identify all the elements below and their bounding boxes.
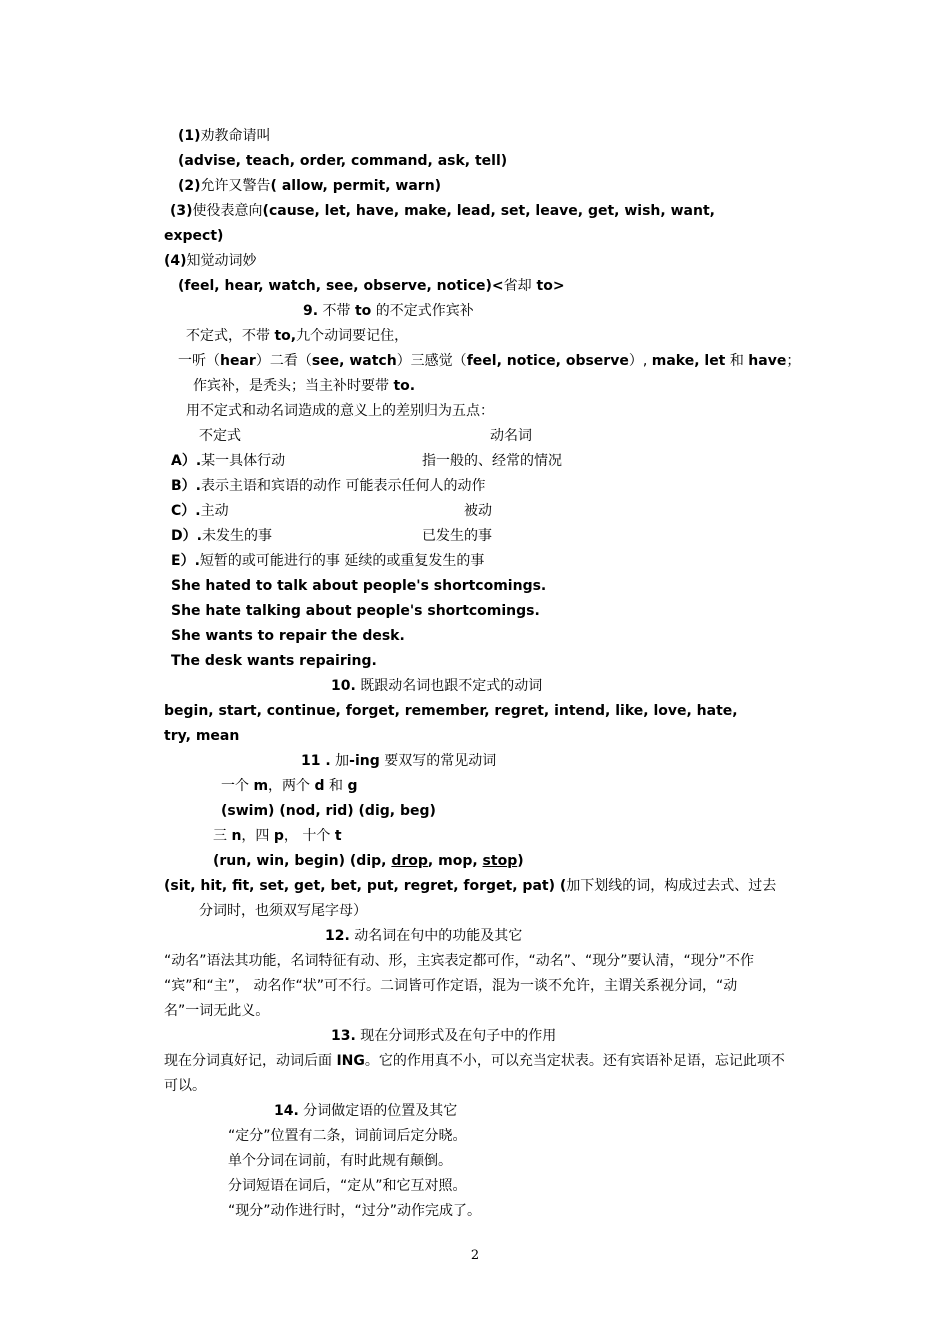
rule-line-5: expect) — [164, 228, 224, 244]
rule-line-2: (advise, teach, order, command, ask, tell) — [178, 153, 508, 169]
comparison-row-a-right: 指一般的、经常的情况 — [422, 453, 562, 469]
section-9-line-2: 一听（hear）二看（see, watch）三感觉（feel, notice, observe）, make, let 和 have； — [178, 353, 801, 369]
comparison-row-e: E）.短暂的或可能进行的事 延续的或重复发生的事 — [171, 553, 485, 569]
comparison-row-a: A）.某一具体行动 — [171, 453, 286, 469]
section-14-line-3: 分词短语在词后，“定从”和它互对照。 — [228, 1178, 467, 1194]
section-9-line-4: 用不定式和动名词造成的意义上的差别归为五点： — [186, 403, 494, 419]
example-sentence-4: The desk wants repairing. — [171, 653, 377, 669]
section-10-line-1: begin, start, continue, forget, remember, regret, intend, like, love, hate, — [164, 703, 738, 719]
section-13-heading: 13. 现在分词形式及在句子中的作用 — [331, 1028, 557, 1044]
page-number: 2 — [470, 1248, 480, 1263]
section-12-line-3: 名”一词无此义。 — [164, 1003, 270, 1019]
example-sentence-3: She wants to repair the desk. — [171, 628, 405, 644]
section-14-heading: 14. 分词做定语的位置及其它 — [274, 1103, 458, 1119]
section-14-line-2: 单个分词在词前，有时此规有颠倒。 — [228, 1153, 452, 1169]
section-13-line-2: 可以。 — [164, 1078, 206, 1094]
section-10-line-2: try, mean — [164, 728, 240, 744]
comparison-row-c: C）.主动 — [171, 503, 229, 519]
section-14-line-1: “定分”位置有二条，词前词后定分晓。 — [228, 1128, 467, 1144]
section-11-examples-2: (run, win, begin) (dip, drop, mop, stop) — [213, 853, 524, 869]
rule-line-6: (4)知觉动词妙 — [164, 253, 257, 269]
rule-line-7: (feel, hear, watch, see, observe, notice)<省却 to> — [178, 278, 565, 294]
example-sentence-2: She hate talking about people's shortcomings. — [171, 603, 540, 619]
rule-line-3: (2)允许又警告( allow, permit, warn) — [178, 178, 442, 194]
section-14-line-4: “现分”动作进行时，“过分”动作完成了。 — [228, 1203, 482, 1219]
section-11-rhyme-2: 三 n，四 p， 十个 t — [213, 828, 342, 844]
rule-line-1: (1)劝教命请叫 — [178, 128, 271, 144]
section-11-note: 分词时，也须双写尾字母） — [199, 903, 367, 919]
section-12-line-1: “动名”语法其功能，名词特征有动、形，主宾表定都可作，“动名”、“现分”要认清，“现分”不作 — [164, 953, 755, 969]
section-10-heading: 10. 既跟动名词也跟不定式的动词 — [331, 678, 543, 694]
example-sentence-1: She hated to talk about people's shortcomings. — [171, 578, 547, 594]
section-11-rhyme-1: 一个 m，两个 d 和 g — [221, 778, 358, 794]
section-11-examples-1: (swim) (nod, rid) (dig, beg) — [221, 803, 436, 819]
comparison-row-d-right: 已发生的事 — [422, 528, 492, 544]
section-12-heading: 12. 动名词在句中的功能及其它 — [325, 928, 523, 944]
section-11-examples-3: (sit, hit, fit, set, get, bet, put, regret, forget, pat) (加下划线的词，构成过去式、过去 — [164, 878, 777, 894]
section-9-line-1: 不定式，不带 to,九个动词要记住， — [186, 328, 409, 344]
comparison-row-b: B）.表示主语和宾语的动作 可能表示任何人的动作 — [171, 478, 486, 494]
comparison-row-c-right: 被动 — [464, 503, 492, 519]
section-11-heading: 11 . 加-ing 要双写的常见动词 — [301, 753, 497, 769]
comparison-row-d: D）.未发生的事 — [171, 528, 272, 544]
rule-line-4: (3)使役表意向(cause, let, have, make, lead, set, leave, get, wish, want, — [170, 203, 715, 219]
column-header-infinitive: 不定式 — [199, 428, 241, 444]
section-13-line-1: 现在分词真好记，动词后面 ING。它的作用真不小，可以充当定状表。还有宾语补足语，忘记此项不 — [164, 1053, 785, 1069]
section-9-heading: 9. 不带 to 的不定式作宾补 — [303, 303, 474, 319]
section-9-line-3: 作宾补，是秃头；当主补时要带 to. — [193, 378, 416, 394]
column-header-gerund: 动名词 — [490, 428, 532, 444]
section-12-line-2: “宾”和“主”， 动名作“状”可不行。二词皆可作定语，混为一谈不允许，主谓关系视分词，“动 — [164, 978, 738, 994]
